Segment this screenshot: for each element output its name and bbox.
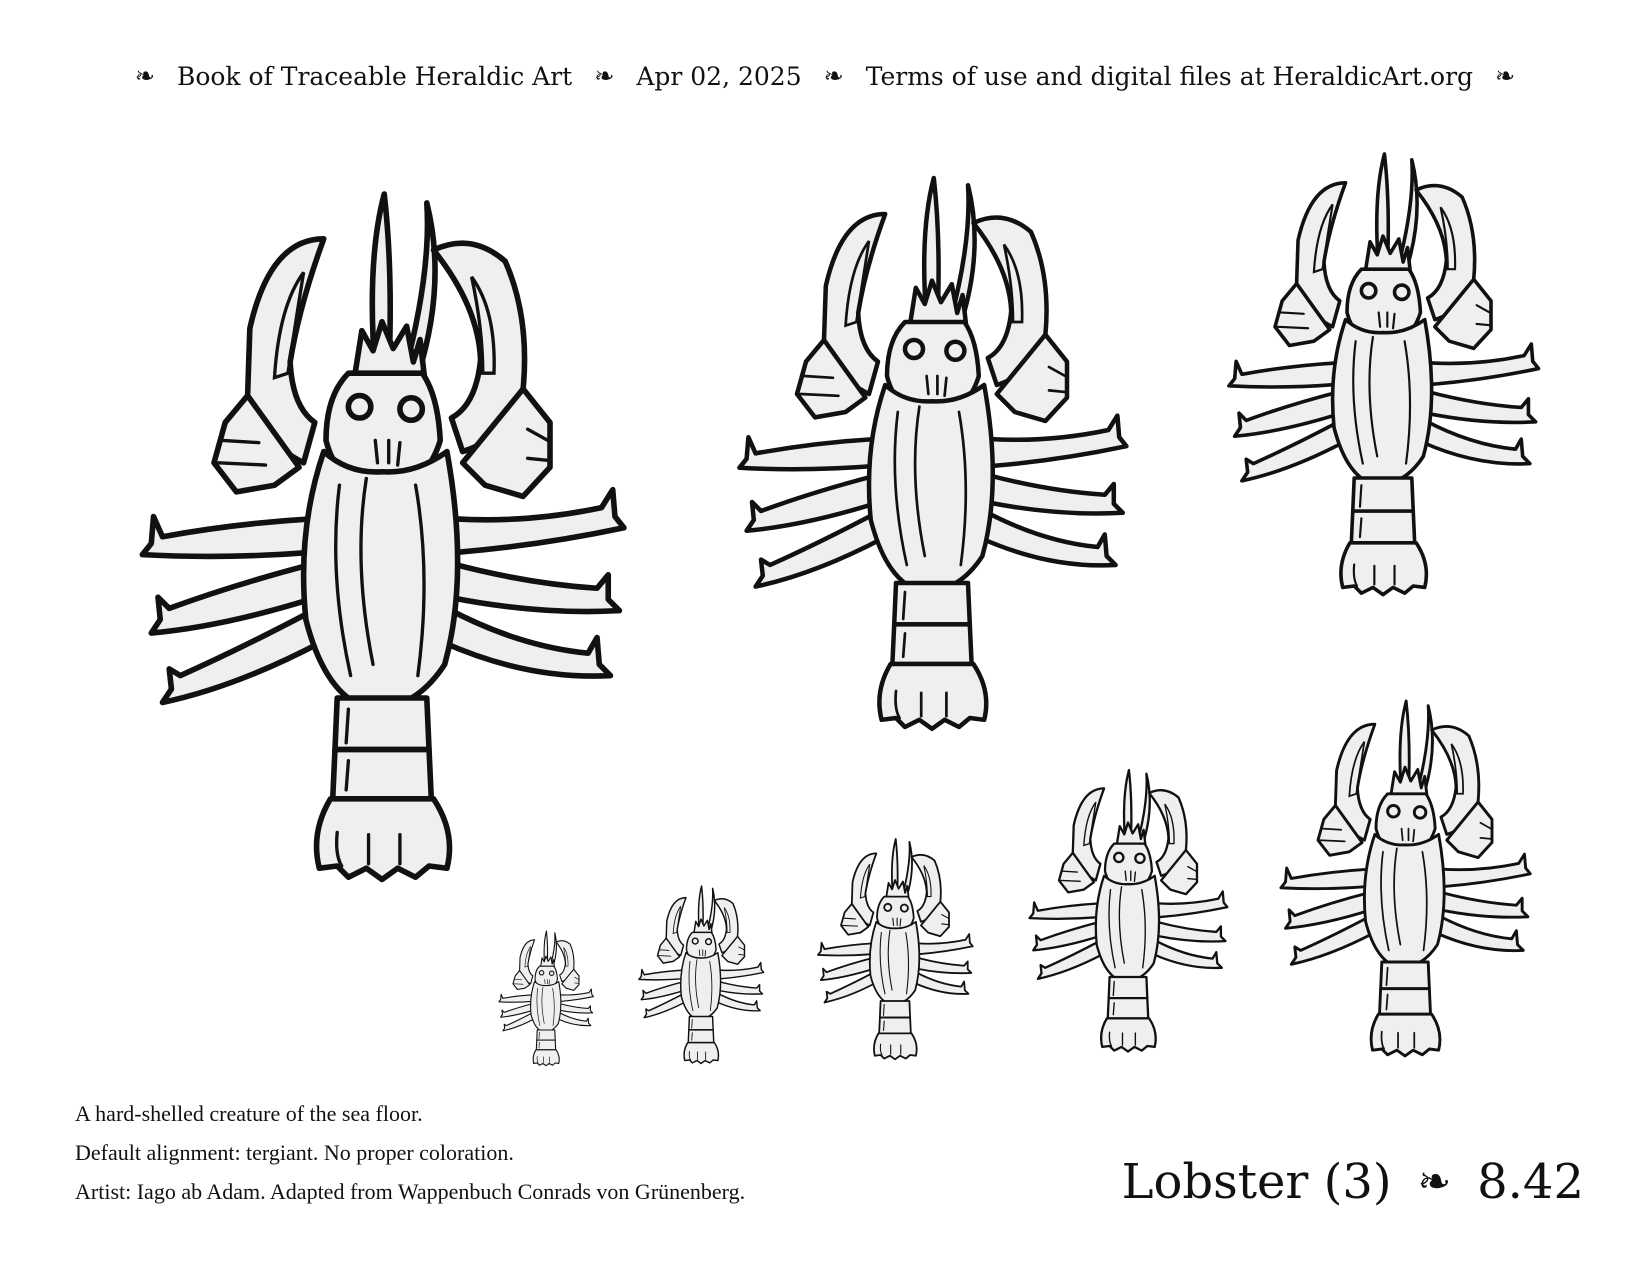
charge-name: Lobster (3) <box>1121 1154 1392 1210</box>
fleuron-icon: ❧ <box>594 62 615 90</box>
description-line-3: Artist: Iago ab Adam. Adapted from Wappenbuch Conrads von Grünenberg. <box>75 1179 746 1204</box>
lobster-medium-2 <box>1229 154 1539 595</box>
fleuron-icon: ❧ <box>823 62 844 90</box>
lobster-small-5 <box>499 931 594 1066</box>
book-title: Book of Traceable Heraldic Art <box>176 61 573 91</box>
fleuron-icon: ❧ <box>1495 62 1516 90</box>
lobster-small-3 <box>818 839 973 1059</box>
plate-number: 8.42 <box>1477 1154 1584 1210</box>
fleuron-icon: ❧ <box>134 62 155 90</box>
description-line-2: Default alignment: tergiant. No proper coloration. <box>75 1140 514 1165</box>
lobster-medium-1 <box>739 178 1126 729</box>
lobster-small-1 <box>1281 701 1530 1056</box>
fleuron-icon: ❧ <box>1417 1159 1452 1205</box>
header-date: Apr 02, 2025 <box>636 61 802 91</box>
lobster-large <box>142 194 624 879</box>
description-block <box>75 1094 975 1211</box>
lobster-small-4 <box>639 886 764 1063</box>
description-line-1: A hard-shelled creature of the sea floor. <box>75 1101 423 1126</box>
terms-link[interactable]: Terms of use and digital files at HeraldicArt.org <box>865 61 1474 91</box>
lobster-small-2 <box>1030 770 1228 1052</box>
plate-title <box>1122 1150 1584 1214</box>
